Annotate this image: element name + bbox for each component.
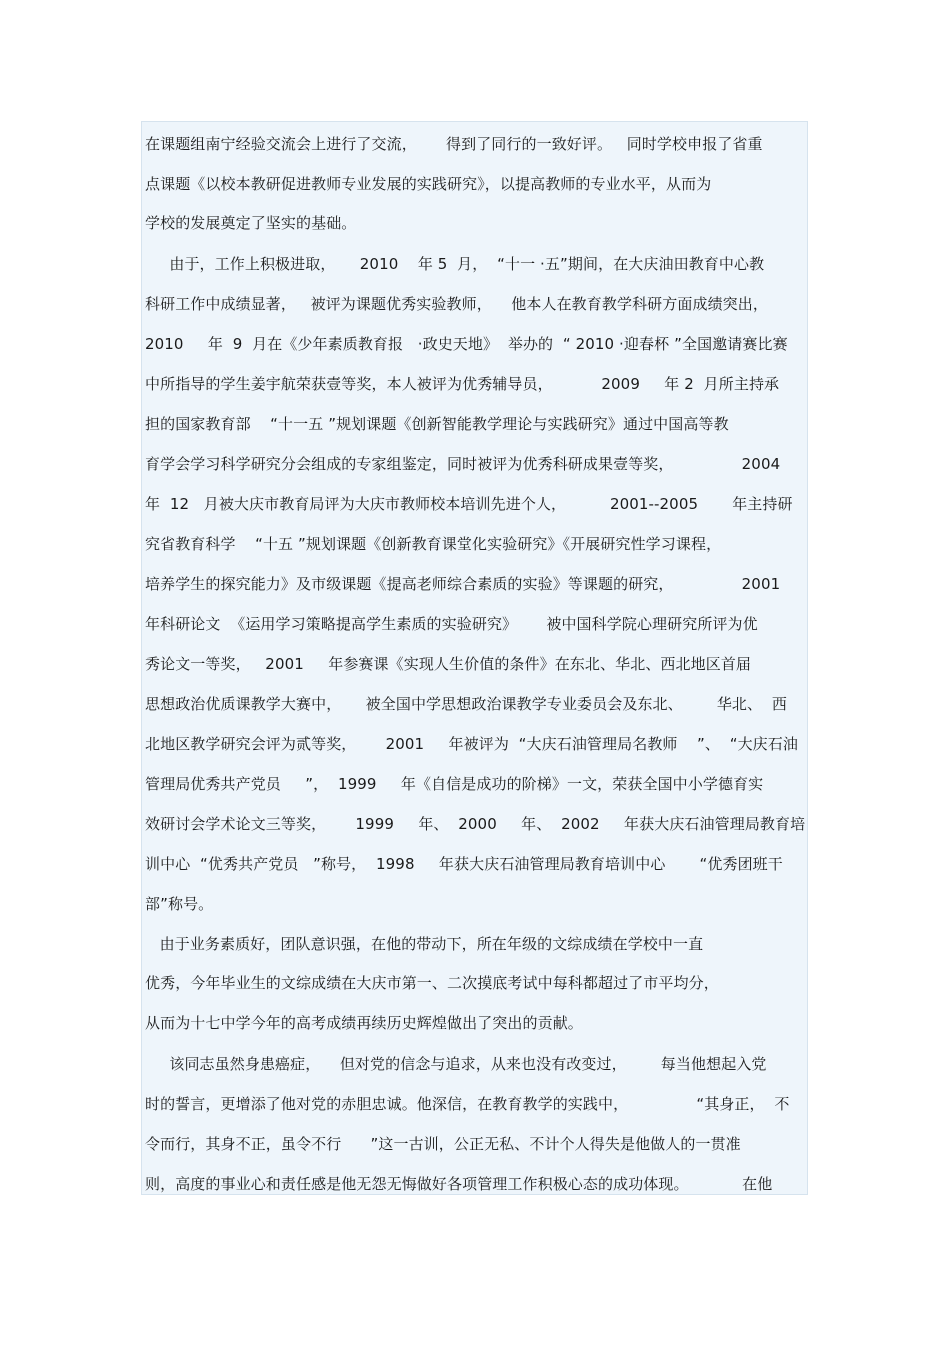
text-line: 点课题《以校本教研促进教师专业发展的实践研究》，以提高教师的专业水平，从而为	[145, 175, 712, 193]
text-line: 部”称号。	[145, 895, 214, 913]
text-line: 年科研论文 《运用学习策略提高学生素质的实验研究》 被中国科学院心理研究所评为优	[145, 615, 758, 633]
text-line: 训中心 “优秀共产党员 ”称号， 1998 年获大庆石油管理局教育培训中心 “优秀团班干	[145, 855, 783, 873]
text-line: 时的誓言，更增添了他对党的赤胆忠诚。他深信，在教育教学的实践中， “其身正， 不	[145, 1095, 790, 1113]
text-line: 培养学生的探究能力》及市级课题《提高老师综合素质的实验》等课题的研究， 2001	[145, 575, 781, 593]
text-line: 该同志虽然身患癌症， 但对党的信念与追求，从来也没有改变过， 每当他想起入党	[145, 1055, 767, 1073]
text-line: 则，高度的事业心和责任感是他无怨无悔做好各项管理工作积极心态的成功体现。 在他	[145, 1175, 773, 1193]
text-line: 科研工作中成绩显著， 被评为课题优秀实验教师， 他本人在教育教学科研方面成绩突出，	[145, 295, 768, 313]
text-line: 由于业务素质好，团队意识强，在他的带动下，所在年级的文综成绩在学校中一直	[145, 935, 704, 953]
text-line: 究省教育科学 “十五 ”规划课题《创新教育课堂化实验研究》《开展研究性学习课程，	[145, 535, 722, 553]
text-line: 2010 年 9 月在《少年素质教育报 ·政史天地》 举办的 “ 2010 ·迎春杯 ”全国邀请赛比赛	[145, 335, 788, 353]
text-line: 秀论文一等奖， 2001 年参赛课《实现人生价值的条件》在东北、华北、西北地区首届	[145, 655, 752, 673]
text-line: 效研讨会学术论文三等奖， 1999 年、 2000 年、 2002 年获大庆石油管理局教育培	[145, 815, 806, 833]
text-line: 思想政治优质课教学大赛中， 被全国中学思想政治课教学专业委员会及东北、 华北、 西	[145, 695, 787, 713]
text-line: 中所指导的学生姜宇航荣获壹等奖，本人被评为优秀辅导员， 2009 年 2 月所主持承	[145, 375, 780, 393]
text-line: 北地区教学研究会评为贰等奖， 2001 年被评为 “大庆石油管理局名教师 ”、 “大庆石油	[145, 735, 798, 753]
text-line: 育学会学习科学研究分会组成的专家组鉴定，同时被评为优秀科研成果壹等奖， 2004	[145, 455, 781, 473]
text-line: 在课题组南宁经验交流会上进行了交流， 得到了同行的一致好评。 同时学校申报了省重	[145, 135, 763, 153]
text-line: 学校的发展奠定了坚实的基础。	[145, 214, 357, 232]
text-line: 从而为十七中学今年的高考成绩再续历史辉煌做出了突出的贡献。	[145, 1014, 583, 1032]
text-line: 由于，工作上积极进取， 2010 年 5 月， “十一 ·五”期间，在大庆油田教育中心教	[145, 255, 765, 273]
text-line: 管理局优秀共产党员 ”， 1999 年《自信是成功的阶梯》一文，荣获全国中小学德育实	[145, 775, 764, 793]
text-line: 担的国家教育部 “十一五 ”规划课题《创新智能教学理论与实践研究》通过中国高等教	[145, 415, 729, 433]
text-line: 年 12 月被大庆市教育局评为大庆市教师校本培训先进个人， 2001--2005 年主持研	[145, 495, 793, 513]
text-line: 令而行，其身不正，虽令不行 ”这一古训，公正无私、不计个人得失是他做人的一贯准	[145, 1135, 741, 1153]
text-line: 优秀，今年毕业生的文综成绩在大庆市第一、二次摸底考试中每科都超过了市平均分，	[145, 974, 719, 992]
